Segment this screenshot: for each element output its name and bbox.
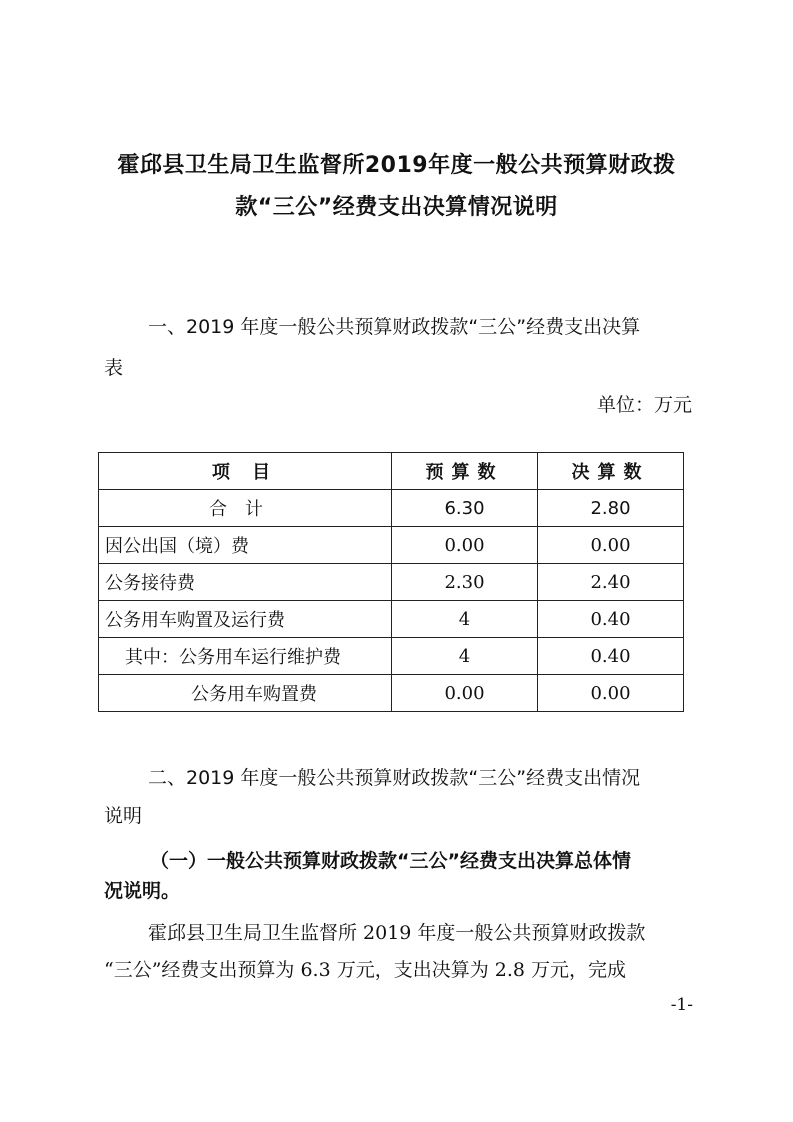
- row-budget: 4: [392, 638, 538, 675]
- row-label: 其中：公务用车运行维护费: [99, 638, 392, 675]
- table-row: [99, 675, 684, 712]
- row-label: 公务接待费: [99, 564, 392, 601]
- row-label: 公务用车购置及运行费: [99, 601, 392, 638]
- body-text-line-1: 霍邱县卫生局卫生监督所 2019 年度一般公共预算财政拨款: [148, 922, 646, 944]
- document-title-line-1: 霍邱县卫生局卫生监督所2019年度一般公共预算财政拨: [117, 153, 676, 178]
- row-final: 0.40: [538, 601, 684, 638]
- subsection-1-heading-line-1: （一）一般公共预算财政拨款“三公”经费支出决算总体情: [150, 850, 631, 872]
- table-total-row: [99, 490, 684, 527]
- row-label: 公务用车购置费: [99, 675, 392, 712]
- table-row: [99, 601, 684, 638]
- row-label: 因公出国（境）费: [99, 527, 392, 564]
- header-item: 项 目: [99, 453, 392, 490]
- row-final: 0.00: [538, 527, 684, 564]
- three-public-expenses-table: [98, 452, 684, 712]
- row-final: 2.40: [538, 564, 684, 601]
- section-1-heading-line-2: 表: [104, 357, 124, 379]
- row-budget: 0.00: [392, 675, 538, 712]
- row-final: 0.40: [538, 638, 684, 675]
- section-1-heading-line-1: 一、2019 年度一般公共预算财政拨款“三公”经费支出决算: [148, 316, 641, 338]
- table-row: [99, 638, 684, 675]
- page-number: -1-: [670, 995, 693, 1015]
- body-text-line-2: “三公”经费支出预算为 6.3 万元，支出决算为 2.8 万元，完成: [104, 959, 627, 981]
- row-budget: 2.30: [392, 564, 538, 601]
- row-final: 0.00: [538, 675, 684, 712]
- table-row: [99, 564, 684, 601]
- section-2-heading-line-1: 二、2019 年度一般公共预算财政拨款“三公”经费支出情况: [148, 767, 641, 789]
- unit-label: 单位：万元: [596, 394, 692, 416]
- document-title-line-2: 款“三公”经费支出决算情况说明: [235, 195, 558, 220]
- total-label: 合计: [99, 490, 392, 527]
- table-row: [99, 527, 684, 564]
- row-budget: 4: [392, 601, 538, 638]
- total-final: 2.80: [538, 490, 684, 527]
- section-2-heading-line-2: 说明: [104, 805, 143, 827]
- header-final: 决算数: [538, 453, 684, 490]
- total-budget: 6.30: [392, 490, 538, 527]
- header-budget: 预算数: [392, 453, 538, 490]
- subsection-1-heading-line-2: 况说明。: [104, 880, 181, 902]
- table-header-row: [99, 453, 684, 490]
- row-budget: 0.00: [392, 527, 538, 564]
